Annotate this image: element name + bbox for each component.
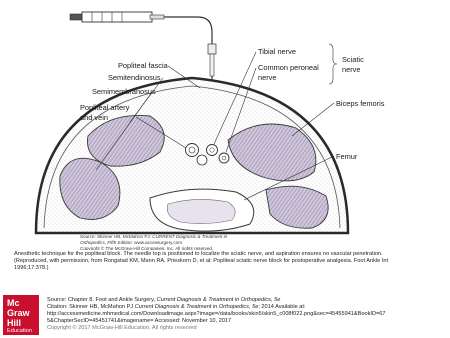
label-popliteal-fascia: Popliteal fascia [118,61,168,70]
footer-url-line1[interactable]: http://accessmedicine.mhmedical.com/Downloadimage.aspx?image=/data/books/skin5/skin5_c008f022.png&sec=45455941&BookID=67 [47,311,386,318]
logo-line: Education [7,328,32,334]
caption-line: 1996;17:378.) [14,265,49,272]
footer-citation: Citation: Skinner HB, McMahon PJ Current Diagnosis & Treatment in Orthopedics, 5e; 2014 Available at: [47,304,306,311]
label-sciatic-line1: Sciatic [342,55,364,64]
figure-source-line1: Source: Skinner HB, McMahon PJ: CURRENT Diagnosis & Treatment in [80,234,228,239]
label-popliteal-artery-line2: and vein [80,113,108,122]
label-tibial-nerve: Tibial nerve [258,47,296,56]
citation-footer [47,297,447,332]
figure-source-line3: Copyright © The McGraw-Hill Companies, Inc. All rights reserved. [80,246,214,250]
label-biceps-femoris: Biceps femoris [336,99,385,108]
label-semitendinosus: Semitendinosus [108,73,161,82]
footer-url-line2[interactable]: 5&ChapterSecID=45451741&imagename= Accessed: November 10, 2017 [47,318,232,325]
syringe [70,12,212,44]
logo-line: Graw [7,308,30,318]
label-common-peroneal-line1: Common peroneal [258,63,319,72]
common-peroneal-nerve [219,153,229,163]
caption-line: Anesthetic technique for the popliteal block. The needle top is positioned to localize the sciatic nerve, and aspiration ensures no vascular penetration. [14,251,383,257]
label-femur: Femur [336,152,358,161]
caption-line: (Reproduced, with permission, from Rongstad KM, Mann RA, Prieskorn D, et al: Popliteal sciatic nerve block for postoperative analgesia. Foot Ankle Int [14,258,389,265]
figure-caption [14,251,440,273]
logo-line: Hill [7,318,22,328]
label-semimembranosus: Semimembranosus [92,87,156,96]
label-common-peroneal-line2: nerve [258,73,277,82]
label-sciatic-line2: nerve [342,65,361,74]
mcgraw-hill-education-logo [3,295,39,335]
footer-copyright: Copyright © 2017 McGraw-Hill Education. All rights reserved [47,325,197,332]
logo-line: Mc [7,298,20,308]
figure-source-line2: Orthopedics, Fifth Edition: www.accessurgery.com [80,240,183,245]
label-popliteal-artery-line1: Popliteal artery [80,103,130,112]
footer-source: Source: Chapter 8. Foot and Ankle Surgery, Current Diagnosis & Treatment in Orthopedics, 5e [47,297,281,303]
femur-inner [167,199,235,223]
tibial-nerve [207,145,218,156]
